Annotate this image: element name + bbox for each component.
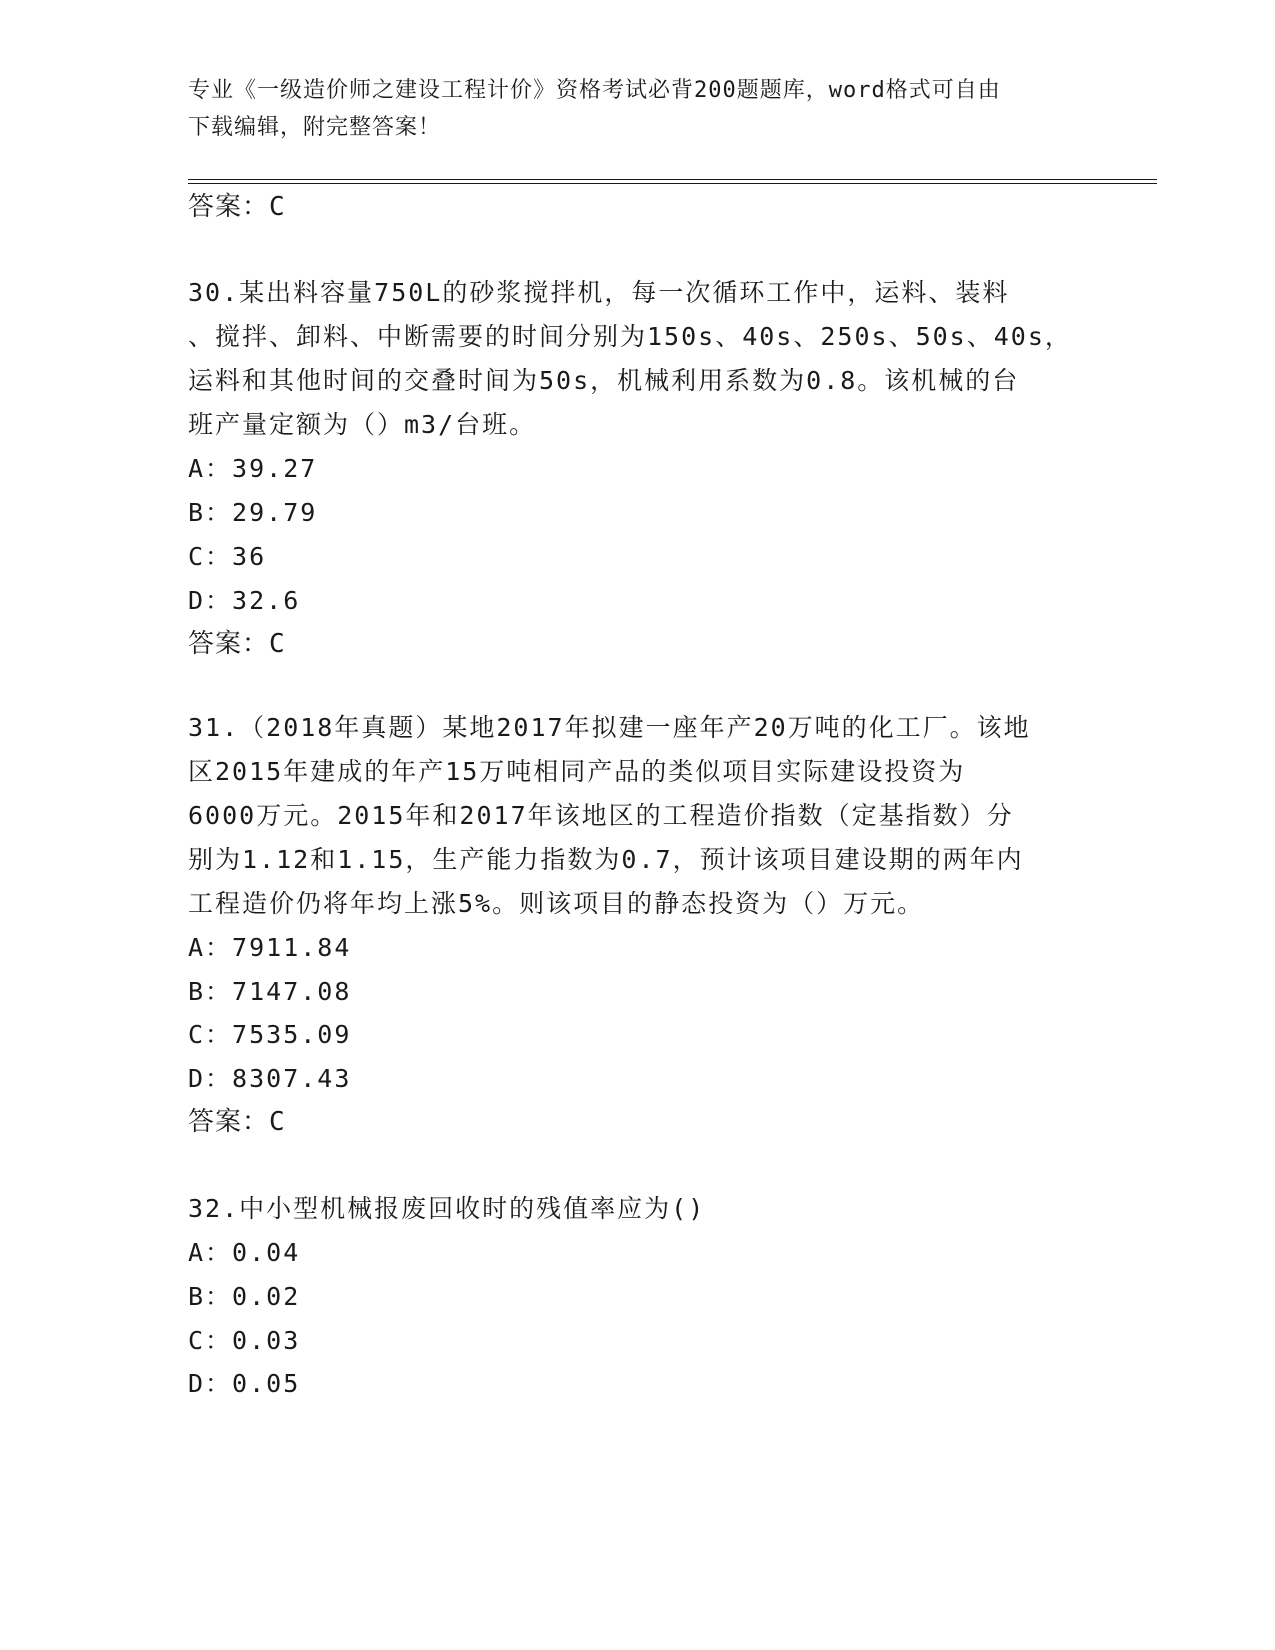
question-31-stem-line-5: 工程造价仍将年均上涨5%。则该项目的静态投资为（）万元。 bbox=[188, 889, 925, 918]
answer-29: 答案：C bbox=[188, 192, 286, 222]
question-30-option-a: A：39.27 bbox=[188, 454, 318, 483]
question-32-stem-line-1: 32.中小型机械报废回收时的残值率应为() bbox=[188, 1194, 706, 1223]
question-31-option-d: D：8307.43 bbox=[188, 1064, 352, 1093]
question-30-stem-line-2: 、搅拌、卸料、中断需要的时间分别为150s、40s、250s、50s、40s， bbox=[188, 322, 1072, 351]
question-30-stem-line-1: 30.某出料容量750L的砂浆搅拌机，每一次循环工作中，运料、装料 bbox=[188, 278, 1010, 307]
question-31-stem-line-2: 区2015年建成的年产15万吨相同产品的类似项目实际建设投资为 bbox=[188, 757, 966, 786]
question-31-option-a: A：7911.84 bbox=[188, 933, 352, 962]
page-header bbox=[188, 72, 1088, 146]
question-30-option-c: C：36 bbox=[188, 542, 267, 571]
question-32-option-d: D：0.05 bbox=[188, 1369, 301, 1398]
question-31-stem-line-1: 31.（2018年真题）某地2017年拟建一座年产20万吨的化工厂。该地 bbox=[188, 713, 1031, 742]
question-31-option-b: B：7147.08 bbox=[188, 977, 352, 1006]
question-32-option-c: C：0.03 bbox=[188, 1326, 301, 1355]
question-30-option-b: B：29.79 bbox=[188, 498, 318, 527]
question-31-option-c: C：7535.09 bbox=[188, 1020, 352, 1049]
question-31-answer: 答案：C bbox=[188, 1107, 286, 1137]
question-30-option-d: D：32.6 bbox=[188, 586, 301, 615]
question-30-answer: 答案：C bbox=[188, 629, 286, 659]
question-32-option-b: B：0.02 bbox=[188, 1282, 301, 1311]
question-31-stem-line-3: 6000万元。2015年和2017年该地区的工程造价指数（定基指数）分 bbox=[188, 801, 1014, 830]
question-30-stem-line-3: 运料和其他时间的交叠时间为50s，机械利用系数为0.8。该机械的台 bbox=[188, 366, 1020, 395]
header-line-2: 下载编辑，附完整答案！ bbox=[188, 115, 442, 140]
header-line-1: 专业《一级造价师之建设工程计价》资格考试必背200题题库，word格式可自由 bbox=[188, 78, 1001, 103]
question-31-stem-line-4: 别为1.12和1.15，生产能力指数为0.7，预计该项目建设期的两年内 bbox=[188, 845, 1024, 874]
question-30-stem-line-4: 班产量定额为（）m3/台班。 bbox=[188, 410, 537, 439]
question-32-option-a: A：0.04 bbox=[188, 1238, 301, 1267]
header-divider bbox=[188, 179, 1157, 184]
